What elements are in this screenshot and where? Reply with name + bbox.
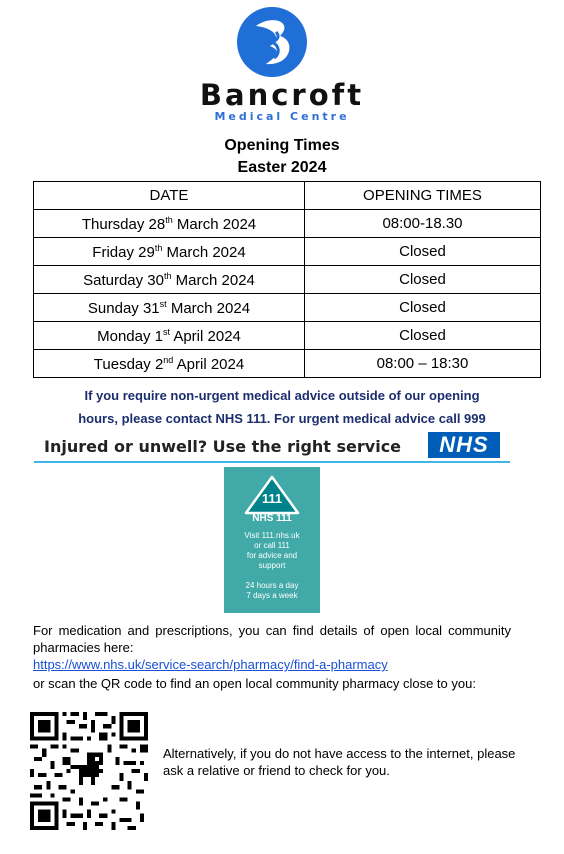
card-title: NHS 111 <box>252 513 292 524</box>
advice-line-2: hours, please contact NHS 111. For urgent medical advice call 999 <box>78 411 486 426</box>
time-cell: 08:00 – 18:30 <box>305 350 541 378</box>
pharmacy-link[interactable]: https://www.nhs.uk/service-search/pharmacy/find-a-pharmacy <box>33 657 388 672</box>
brand-subtitle: Medical Centre <box>214 110 350 123</box>
page-title: Opening Times <box>224 137 340 154</box>
bancroft-logo-icon <box>236 6 308 78</box>
brand-name: Bancroft <box>199 78 365 112</box>
time-cell: Closed <box>305 294 541 322</box>
advice-line-1: If you require non-urgent medical advice outside of our opening <box>84 388 480 403</box>
time-cell: Closed <box>305 266 541 294</box>
qr-instructions: or scan the QR code to find an open local community pharmacy close to you: <box>33 676 476 691</box>
date-cell: Tuesday 2nd April 2024 <box>34 350 305 378</box>
card-body: Visit 111.nhs.uk or call 111 for advice and support <box>244 531 300 570</box>
time-cell: Closed <box>305 322 541 350</box>
table-row <box>34 210 541 238</box>
advice-notice <box>0 384 564 430</box>
table-row <box>34 238 541 266</box>
time-cell: 08:00-18.30 <box>305 210 541 238</box>
date-cell: Friday 29th March 2024 <box>34 238 305 266</box>
nhs-logo: NHS <box>428 432 500 458</box>
date-cell: Thursday 28th March 2024 <box>34 210 305 238</box>
column-header-date: DATE <box>34 182 305 210</box>
table-row <box>34 266 541 294</box>
alternative-note: Alternatively, if you do not have access to the internet, please ask a relative or friend to check for you. <box>163 746 516 778</box>
page-subtitle: Easter 2024 <box>237 159 327 176</box>
table-row <box>34 322 541 350</box>
column-header-opening-times: OPENING TIMES <box>305 182 541 210</box>
opening-times-table <box>33 181 541 378</box>
date-cell: Sunday 31st March 2024 <box>34 294 305 322</box>
card-hours: 24 hours a day 7 days a week <box>245 581 299 600</box>
pharmacy-intro: For medication and prescriptions, you can find details of open local community pharmacies here: <box>33 623 511 655</box>
table-row <box>34 350 541 378</box>
date-cell: Saturday 30th March 2024 <box>34 266 305 294</box>
banner-divider <box>34 461 510 463</box>
date-cell: Monday 1st April 2024 <box>34 322 305 350</box>
qr-code-icon[interactable] <box>30 712 148 830</box>
time-cell: Closed <box>305 238 541 266</box>
table-header-row <box>34 182 541 210</box>
table-row <box>34 294 541 322</box>
nhs-111-card <box>224 467 320 613</box>
card-number: 111 <box>261 491 283 506</box>
service-banner-text: Injured or unwell? Use the right service <box>44 437 402 456</box>
